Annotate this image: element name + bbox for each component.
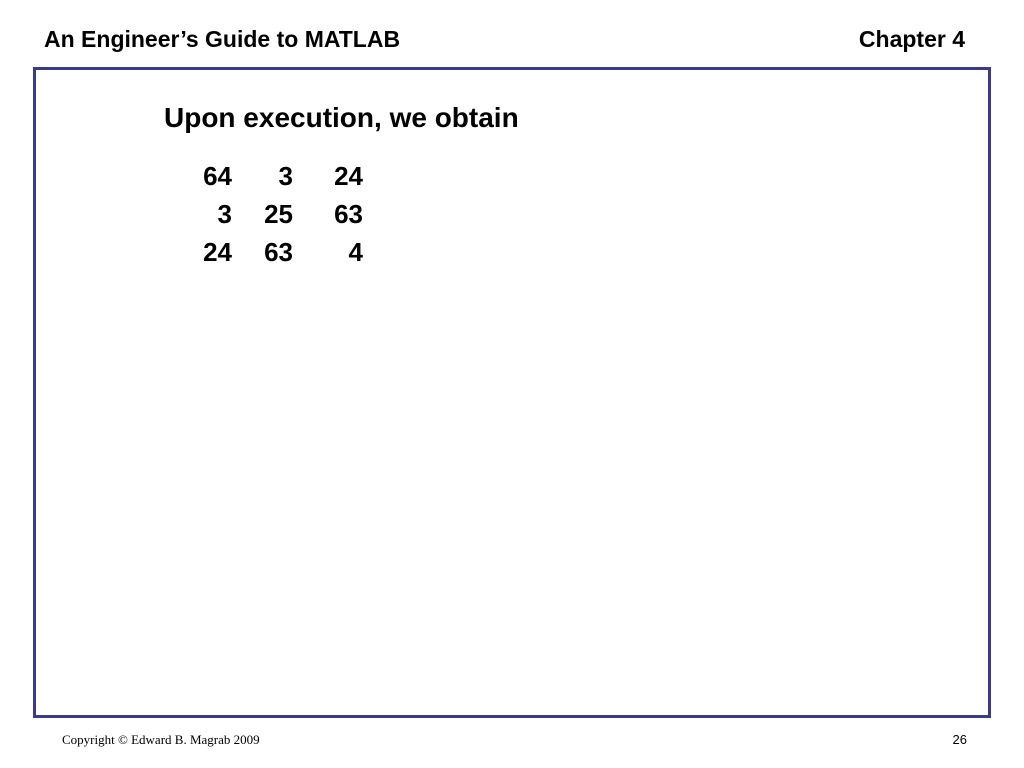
matrix-cell: 63 — [334, 199, 363, 229]
matrix-row — [190, 157, 363, 195]
matrix-cell: 24 — [203, 237, 232, 267]
matrix-cell: 4 — [348, 237, 363, 267]
matrix-row — [190, 195, 363, 233]
matrix-cell: 63 — [264, 237, 293, 267]
matrix-cell: 3 — [278, 161, 293, 191]
matrix-cell: 24 — [334, 161, 363, 191]
matrix-cell: 64 — [203, 161, 232, 191]
slide-header-title: An Engineer’s Guide to MATLAB — [44, 26, 401, 52]
content-frame — [33, 67, 991, 718]
slide-header-chapter: Chapter 4 — [858, 26, 965, 52]
matrix-row — [190, 233, 363, 271]
intro-text: Upon execution, we obtain — [164, 102, 519, 133]
footer-copyright: Copyright © Edward B. Magrab 2009 — [62, 732, 260, 747]
matrix-cell: 25 — [264, 199, 293, 229]
matrix-cell: 3 — [217, 199, 232, 229]
page-number: 26 — [952, 732, 967, 747]
output-matrix — [190, 157, 363, 271]
